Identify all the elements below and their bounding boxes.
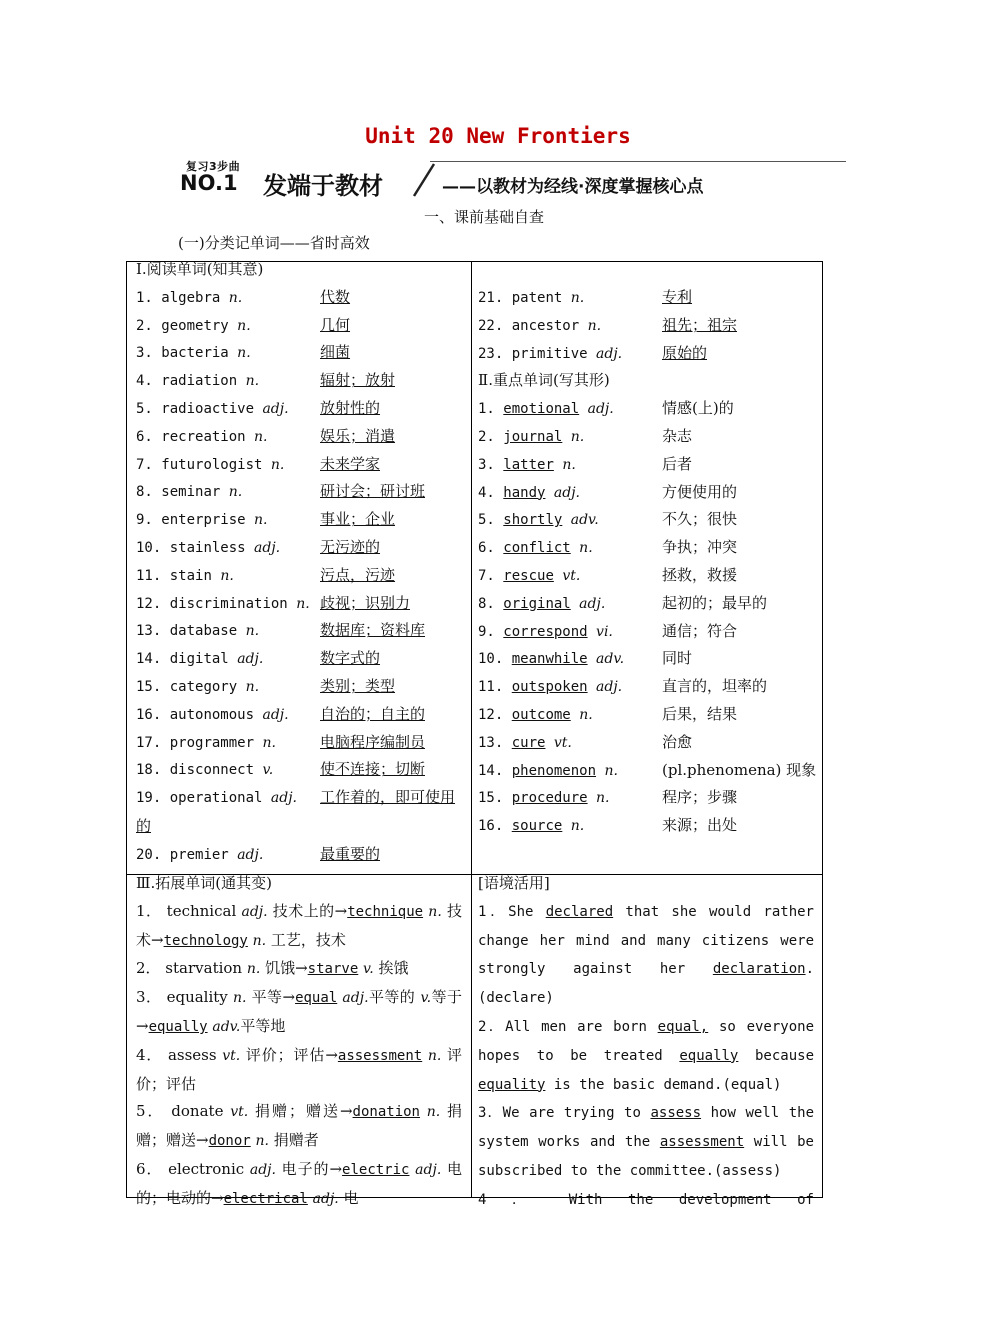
key-word-row	[478, 645, 818, 673]
vocab-meaning: 使不连接；切断	[320, 760, 426, 779]
vocab-word: 8. original adj.	[478, 595, 606, 612]
vocab-meaning: 放射性的	[320, 398, 381, 417]
vocab-word: 9. correspond vi.	[478, 623, 613, 640]
banner-subtitle: ——以教材为经线·深度掌握核心点	[442, 177, 704, 197]
vocab-word: 4. radiation n.	[136, 373, 260, 390]
answer-word: assess	[650, 1105, 702, 1122]
vocab-word: 14. digital adj.	[136, 651, 264, 668]
vocab-word: 2. journal n.	[478, 428, 585, 445]
reading-words-header: Ⅰ.阅读单词(知其意)	[136, 260, 264, 278]
answer-word: declaration	[712, 961, 806, 978]
reading-word-row	[478, 340, 818, 368]
answer-word: electrical	[223, 1190, 308, 1207]
key-word-row	[478, 784, 818, 812]
key-word-row	[478, 590, 818, 618]
reading-word-row	[136, 395, 466, 423]
context-sentence-2: 2．All men are born equal, so everyone hopes to be treated equally because equality is the basic demand.(equal)	[478, 1018, 814, 1093]
reading-word-row	[136, 339, 466, 367]
reading-word-row	[478, 284, 818, 312]
key-word-row	[478, 757, 818, 785]
key-word-row	[478, 562, 818, 590]
answer-word: assessment	[659, 1134, 745, 1151]
answer-word: technique	[347, 903, 424, 920]
vocab-word: 5. shortly adv.	[478, 512, 599, 529]
vocab-word: 21. patent n.	[478, 290, 585, 306]
key-word-row	[478, 701, 818, 729]
vocab-meaning: 最重要的	[320, 844, 381, 863]
answer-word: assessment	[337, 1047, 423, 1064]
reading-word-row	[136, 451, 466, 479]
reading-word-row	[136, 562, 466, 590]
vocab-word: 2. geometry n.	[136, 317, 251, 334]
answer-word: equal,	[657, 1018, 709, 1035]
vocab-word: 15. category n.	[136, 678, 260, 695]
reading-word-row	[136, 367, 466, 395]
vocab-word: 7. rescue vt.	[478, 567, 581, 584]
reading-word-row	[136, 284, 466, 312]
extended-item-6: 6． electronic adj. 电子的→electric adj. 电的；电动的→electrical adj. 电	[136, 1159, 462, 1207]
section-banner	[180, 158, 846, 198]
key-word-row	[478, 534, 818, 562]
extended-item-3: 3． equality n. 平等→equal adj.平等的 v.等于→equally adv.平等地	[136, 988, 462, 1035]
vocab-meaning: 方便使用的	[662, 482, 738, 501]
reading-word-row	[136, 756, 466, 784]
banner-rule	[430, 161, 846, 162]
vocab-word: 17. programmer n.	[136, 734, 276, 751]
context-sentence-1: 1．She declared that she would rather change her mind and many citizens were strongly against her declaration.(declare)	[478, 903, 814, 1007]
vocab-meaning: 程序；步骤	[662, 788, 738, 807]
vocab-meaning: 专利	[662, 288, 693, 306]
reading-word-row	[136, 478, 466, 506]
extended-words-cell	[136, 870, 462, 1207]
vocab-word: 1. emotional adj.	[478, 401, 614, 418]
context-use-cell	[478, 870, 814, 1208]
vocab-meaning: 治愈	[662, 732, 693, 751]
vocab-word: 13. database n.	[136, 623, 260, 640]
vocab-meaning: 起初的；最早的	[662, 593, 768, 612]
key-word-row	[478, 395, 818, 423]
key-words-cell	[478, 284, 818, 870]
document-title: Unit 20 New Frontiers	[365, 124, 631, 148]
answer-word: equal	[295, 990, 338, 1007]
vocab-meaning: 争执；冲突	[662, 538, 738, 557]
vocab-meaning: 类别；类型	[320, 676, 396, 695]
extended-words-header: Ⅲ.拓展单词(通其变)	[136, 874, 272, 892]
banner-heading: 发端于教材	[263, 172, 383, 200]
reading-word-row	[136, 312, 466, 340]
context-sentence-3: 3．We are trying to assess how well the system works and the assessment will be subscribed to the committee.(assess)	[478, 1105, 814, 1179]
reading-word-row	[136, 423, 466, 451]
answer-word: donation	[352, 1104, 420, 1121]
vocab-meaning: 研讨会；研讨班	[320, 482, 426, 501]
vocab-word: 10. stainless adj.	[136, 539, 281, 556]
vocab-word: 12. discrimination n.	[136, 595, 310, 612]
vocab-word: 6. recreation n.	[136, 428, 268, 445]
vocab-meaning: 杂志	[662, 426, 693, 445]
vocab-meaning: 几何	[320, 315, 351, 334]
vocab-meaning: 细菌	[320, 343, 351, 362]
vocab-word: 7. futurologist n.	[136, 456, 285, 473]
vocab-word: 11. stain n.	[136, 567, 234, 584]
vocab-meaning: 数据库；资料库	[320, 621, 426, 640]
section-heading: 一、课前基础自查	[424, 208, 545, 226]
vocab-word: 22. ancestor n.	[478, 317, 602, 334]
key-word-row	[478, 451, 818, 479]
key-word-row	[478, 423, 818, 451]
key-word-row	[478, 479, 818, 507]
reading-word-row	[136, 506, 466, 534]
vocab-word: 10. meanwhile adv.	[478, 651, 625, 668]
vocab-meaning: 情感(上)的	[662, 399, 734, 418]
answer-word: equally	[148, 1018, 208, 1035]
reading-word-row	[136, 534, 466, 562]
reading-word-row	[478, 312, 818, 340]
reading-word-row	[136, 590, 466, 618]
extended-item-4: 4． assess vt. 评价；评估→assessment n. 评价；评估	[136, 1045, 462, 1093]
reading-word-row	[136, 617, 466, 645]
context-sentence-4: 4 ． With the development of	[478, 1191, 814, 1208]
key-words-header: Ⅱ.重点单词(写其形)	[478, 371, 610, 390]
vocab-meaning: 事业；企业	[320, 510, 396, 529]
vocab-meaning: 同时	[662, 649, 693, 668]
key-word-row	[478, 618, 818, 646]
table-column-divider	[471, 262, 472, 1197]
vocab-word: 11. outspoken adj.	[478, 679, 623, 696]
reading-word-row	[136, 701, 466, 729]
key-word-row	[478, 673, 818, 701]
key-word-row	[478, 812, 818, 840]
key-word-row	[478, 729, 818, 757]
vocab-word: 18. disconnect v.	[136, 762, 274, 779]
banner-slash-icon	[410, 162, 438, 198]
vocab-word: 3. bacteria n.	[136, 345, 251, 362]
answer-word: electric	[342, 1161, 410, 1178]
vocab-meaning: 后果，结果	[662, 704, 738, 723]
vocab-word: 20. premier adj.	[136, 846, 264, 863]
vocab-meaning: 歧视；识别力	[320, 593, 411, 612]
vocab-word: 14. phenomenon n.	[478, 762, 618, 779]
vocab-word: 12. outcome n.	[478, 706, 593, 723]
answer-word: declared	[545, 903, 614, 920]
vocab-meaning: 祖先；祖宗	[662, 315, 738, 334]
reading-words-cell	[136, 256, 466, 870]
vocab-word: 3. latter n.	[478, 456, 576, 473]
vocab-meaning: 后者	[662, 454, 693, 473]
vocab-meaning: 拯救，救援	[662, 565, 738, 584]
vocab-word: 4. handy adj.	[478, 484, 580, 501]
vocab-word: 8. seminar n.	[136, 484, 243, 501]
vocab-word: 5. radioactive adj.	[136, 400, 289, 417]
vocab-meaning: 娱乐；消遣	[320, 426, 396, 445]
reading-word-row	[136, 645, 466, 673]
reading-word-row	[136, 841, 466, 869]
vocab-word: 23. primitive adj.	[478, 345, 623, 362]
answer-word: starve	[307, 961, 359, 978]
vocab-meaning: 通信；符合	[662, 621, 738, 640]
vocab-word: 19. operational adj.	[136, 790, 297, 807]
reading-word-row	[136, 673, 466, 701]
vocab-meaning: 直言的，坦率的	[662, 677, 768, 696]
vocab-word: 13. cure vt.	[478, 734, 572, 751]
vocab-word: 9. enterprise n.	[136, 512, 268, 529]
extended-item-2: 2． starvation n. 饥饿→starve v. 挨饿	[136, 959, 409, 978]
vocab-meaning: 原始的	[662, 343, 708, 362]
vocab-word: 1. algebra n.	[136, 289, 243, 306]
answer-word: donor	[208, 1133, 251, 1150]
answer-word: equally	[679, 1047, 739, 1064]
vocab-meaning: 代数	[320, 287, 351, 306]
vocab-word: 15. procedure n.	[478, 790, 610, 807]
extended-item-5: 5． donate vt. 捐赠；赠送→donation n. 捐赠；赠送→donor n. 捐赠者	[136, 1102, 462, 1150]
reading-word-row	[136, 784, 466, 841]
vocab-meaning: 数字式的	[320, 649, 381, 668]
vocab-meaning: 无污迹的	[320, 537, 381, 556]
vocab-meaning: 自治的；自主的	[320, 704, 426, 723]
vocab-meaning: 来源；出处	[662, 816, 738, 835]
reading-word-row	[136, 729, 466, 757]
vocab-meaning: 未来学家	[320, 454, 381, 473]
vocab-meaning: 辐射；放射	[320, 371, 396, 390]
vocab-meaning: (pl.phenomena) 现象	[662, 760, 817, 779]
banner-number: NO.1	[180, 171, 238, 195]
key-word-row	[478, 506, 818, 534]
vocab-meaning: 不久；很快	[662, 510, 738, 529]
answer-word: equality	[478, 1076, 546, 1093]
context-use-header: [语境活用]	[478, 874, 550, 892]
answer-word: technology	[163, 932, 248, 949]
vocab-meaning: 工作着的，即可使用的	[136, 788, 456, 835]
extended-item-1: 1． technical adj. 技术上的→technique n. 技术→technology n. 工艺，技术	[136, 901, 462, 949]
vocab-meaning: 电脑程序编制员	[320, 732, 426, 751]
vocab-word: 16. source n.	[478, 818, 585, 835]
banner-steps-label: 复习3步曲	[186, 160, 241, 173]
subsection-heading: (一)分类记单词——省时高效	[178, 234, 370, 252]
vocab-meaning: 污点，污迹	[320, 565, 396, 584]
vocab-word: 16. autonomous adj.	[136, 706, 289, 723]
vocab-word: 6. conflict n.	[478, 540, 593, 557]
